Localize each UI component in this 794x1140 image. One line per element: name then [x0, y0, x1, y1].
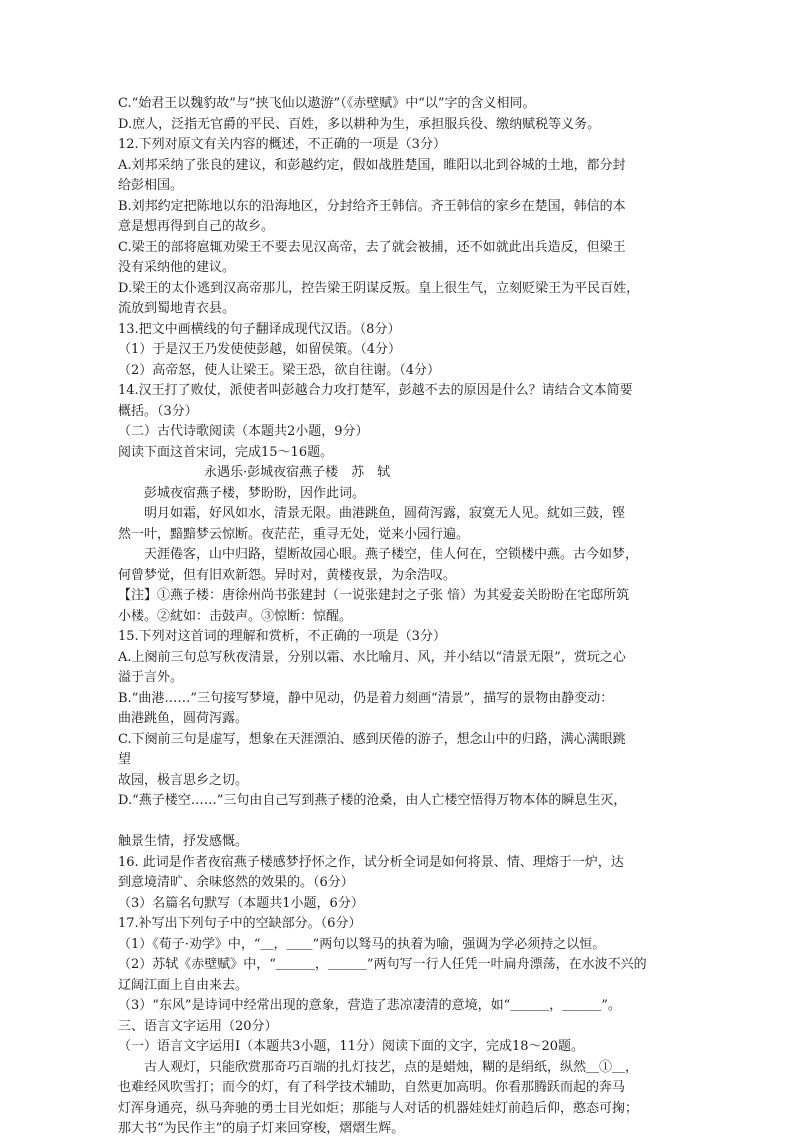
option-a-15: A.上阕前三句总写秋夜清景，分别以霜、水比喻月、风，并小结以“清景无限”，赏玩之心: [118, 649, 626, 665]
option-c-15-wrap: 望: [118, 752, 132, 767]
question-17-2-cont: 辽阔江面上自由来去。: [118, 977, 249, 993]
poetry-instruction: 阅读下面这首宋词，完成15～16题。: [118, 444, 334, 460]
question-12: 12.下列对原文有关内容的概述，不正确的一项是（3分）: [118, 137, 446, 152]
poem-line-3: 天涯倦客，山中归路，望断故园心眼。燕子楼空，佳人何在，空锁楼中燕。古今如梦，: [144, 547, 639, 562]
question-14: 14.汉王打了败仗，派使者叫彭越合力攻打楚军，彭越不去的原因是什么？请结合文本简要: [118, 383, 633, 398]
option-b-12-cont: 意是想再得到自己的故乡。: [118, 219, 275, 234]
poem-preface: 彭城夜宿燕子楼，梦盼盼，因作此词。: [144, 485, 366, 501]
option-b-15: B.“曲港……”三句接写梦境，静中见动，仍是着力刻画“清景”，描写的景物由静变动：: [118, 690, 614, 706]
question-13: 13.把文中画横线的句子翻译成现代汉语。（8分）: [118, 321, 401, 337]
section-language-1-heading: （一）语言文字运用Ⅰ（本题共3小题，11分）阅读下面的文字，完成18～20题。: [118, 1039, 585, 1054]
passage-line-1: 古人观灯，只能欣赏那奇巧百端的扎灯技艺，点的是蜡烛，糊的是绢纸，纵然＿①＿，: [144, 1059, 639, 1075]
question-14-cont: 概括。（3分）: [118, 403, 198, 419]
question-13-1: （1）于是汉王乃发使使彭越，如留侯策。（4分）: [118, 342, 402, 357]
poem-title: 永遇乐·彭城夜宿燕子楼 苏 轼: [204, 465, 391, 480]
option-a-12-cont: 给彭相国。: [118, 178, 184, 193]
poem-line-1: 明月如霜，好风如水，清景无限。曲港跳鱼，圆荷泻露，寂寞无人见。紞如三鼓，铿: [144, 506, 626, 521]
option-c-15: C.下阕前三句是虚写，想象在天涯漂泊、感到厌倦的游子，想念山中的归路，满心满眼跳: [118, 731, 626, 747]
option-d-15: D.“燕子楼空……”三句由自己写到燕子楼的沧桑，由人亡楼空悟得万物本体的瞬息生灭，: [118, 793, 627, 808]
option-b-15-cont: 曲港跳鱼，圆荷泻露。: [118, 711, 249, 726]
option-c-15-cont: 故园，极言思乡之切。: [118, 772, 249, 788]
question-15: 15.下列对这首词的理解和赏析，不正确的一项是（3分）: [118, 629, 446, 644]
poem-line-4: 何曾梦觉，但有旧欢新怨。异时对，黄楼夜景，为余浩叹。: [118, 567, 457, 583]
option-a-15-cont: 溢于言外。: [118, 670, 184, 685]
question-16-cont: 到意境清旷、余味悠然的效果的。（6分）: [118, 875, 354, 890]
document-body: [118, 94, 678, 1140]
section-language-heading: 三、语言文字运用（20分）: [118, 1018, 278, 1034]
option-d-15-cont: 触景生情，抒发感慨。: [118, 834, 249, 849]
section-poetry-heading: （二）古代诗歌阅读（本题共2小题，9分）: [118, 424, 369, 439]
option-c-12-cont: 没有采纳他的建议。: [118, 260, 236, 275]
option-c-12: C.梁王的部将扈辄劝梁王不要去见汉高帝，去了就会被捕，还不如就此出兵造反，但梁王: [118, 239, 626, 255]
option-b-12: B.刘邦约定把陈地以东的沿海地区，分封给齐王韩信。齐王韩信的家乡在楚国，韩信的本: [118, 198, 626, 214]
option-d-11: D.庶人，泛指无官爵的平民、百姓，多以耕种为生，承担服兵役、缴纳赋税等义务。: [118, 116, 601, 132]
question-17-2: （2）苏轼《赤壁赋》中，“＿＿＿，＿＿＿”两句写一行人任凭一叶扁舟漂荡，在水波不兴的: [118, 957, 647, 972]
option-c-11: C.“始君王以魏豹故”与“挟飞仙以遨游”（《赤壁赋》中“以”字的含义相同。: [118, 96, 536, 111]
passage-line-2: 也难经风吹雪打；而今的灯，有了科学技术辅助，自然更加高明。你看那腾跃而起的奔马: [118, 1080, 626, 1095]
poem-note-cont: 小楼。②紞如：击鼓声。③惊断：惊醒。: [118, 608, 353, 624]
passage-line-4: 那大书“为民作主”的扇子灯来回穿梭，熠熠生辉。: [118, 1121, 405, 1136]
poem-line-2: 然一叶，黯黯梦云惊断。夜茫茫，重寻无处，觉来小园行遍。: [118, 526, 470, 542]
option-d-12: D.梁王的太仆逃到汉高帝那儿，控告梁王阴谋反叛。皇上很生气，立刻贬梁王为平民百姓，: [118, 280, 640, 296]
passage-line-3: 灯浑身通亮，纵马奔驰的勇士目光如炬；那能与人对话的机器娃娃灯前趋后仰，憨态可掬；: [118, 1100, 639, 1116]
question-17: 17.补写出下列句子中的空缺部分。（6分）: [118, 916, 362, 931]
question-17-1: （1）《荀子·劝学》中，“＿，＿＿”两句以驽马的执着为喻，强调为学必须持之以恒。: [118, 936, 606, 952]
poem-note: 【注】①燕子楼：唐徐州尚书张建封（一说张建封之子张 愔）为其爱妾关盼盼在宅邸所筑: [118, 588, 630, 603]
question-16: 16. 此词是作者夜宿燕子楼感梦抒怀之作，试分析全词是如何将景、情、理熔于一炉，达: [118, 854, 624, 870]
question-17-3: （3）“东风”是诗词中经常出现的意象，营造了悲凉凄清的意境，如“＿＿＿，＿＿＿”。: [118, 998, 621, 1013]
blank-line: [118, 812, 678, 833]
section-dictation-heading: （3）名篇名句默写（本题共1小题，6分）: [118, 895, 364, 911]
option-a-12: A.刘邦采纳了张良的建议，和彭越约定，假如战胜楚国，睢阳以北到谷城的土地，都分封: [118, 157, 626, 173]
option-d-12-cont: 流放到蜀地青衣县。: [118, 301, 236, 316]
question-13-2: （2）高帝怒，使人让梁王。梁王恐，欲自往谢。（4分）: [118, 362, 441, 378]
